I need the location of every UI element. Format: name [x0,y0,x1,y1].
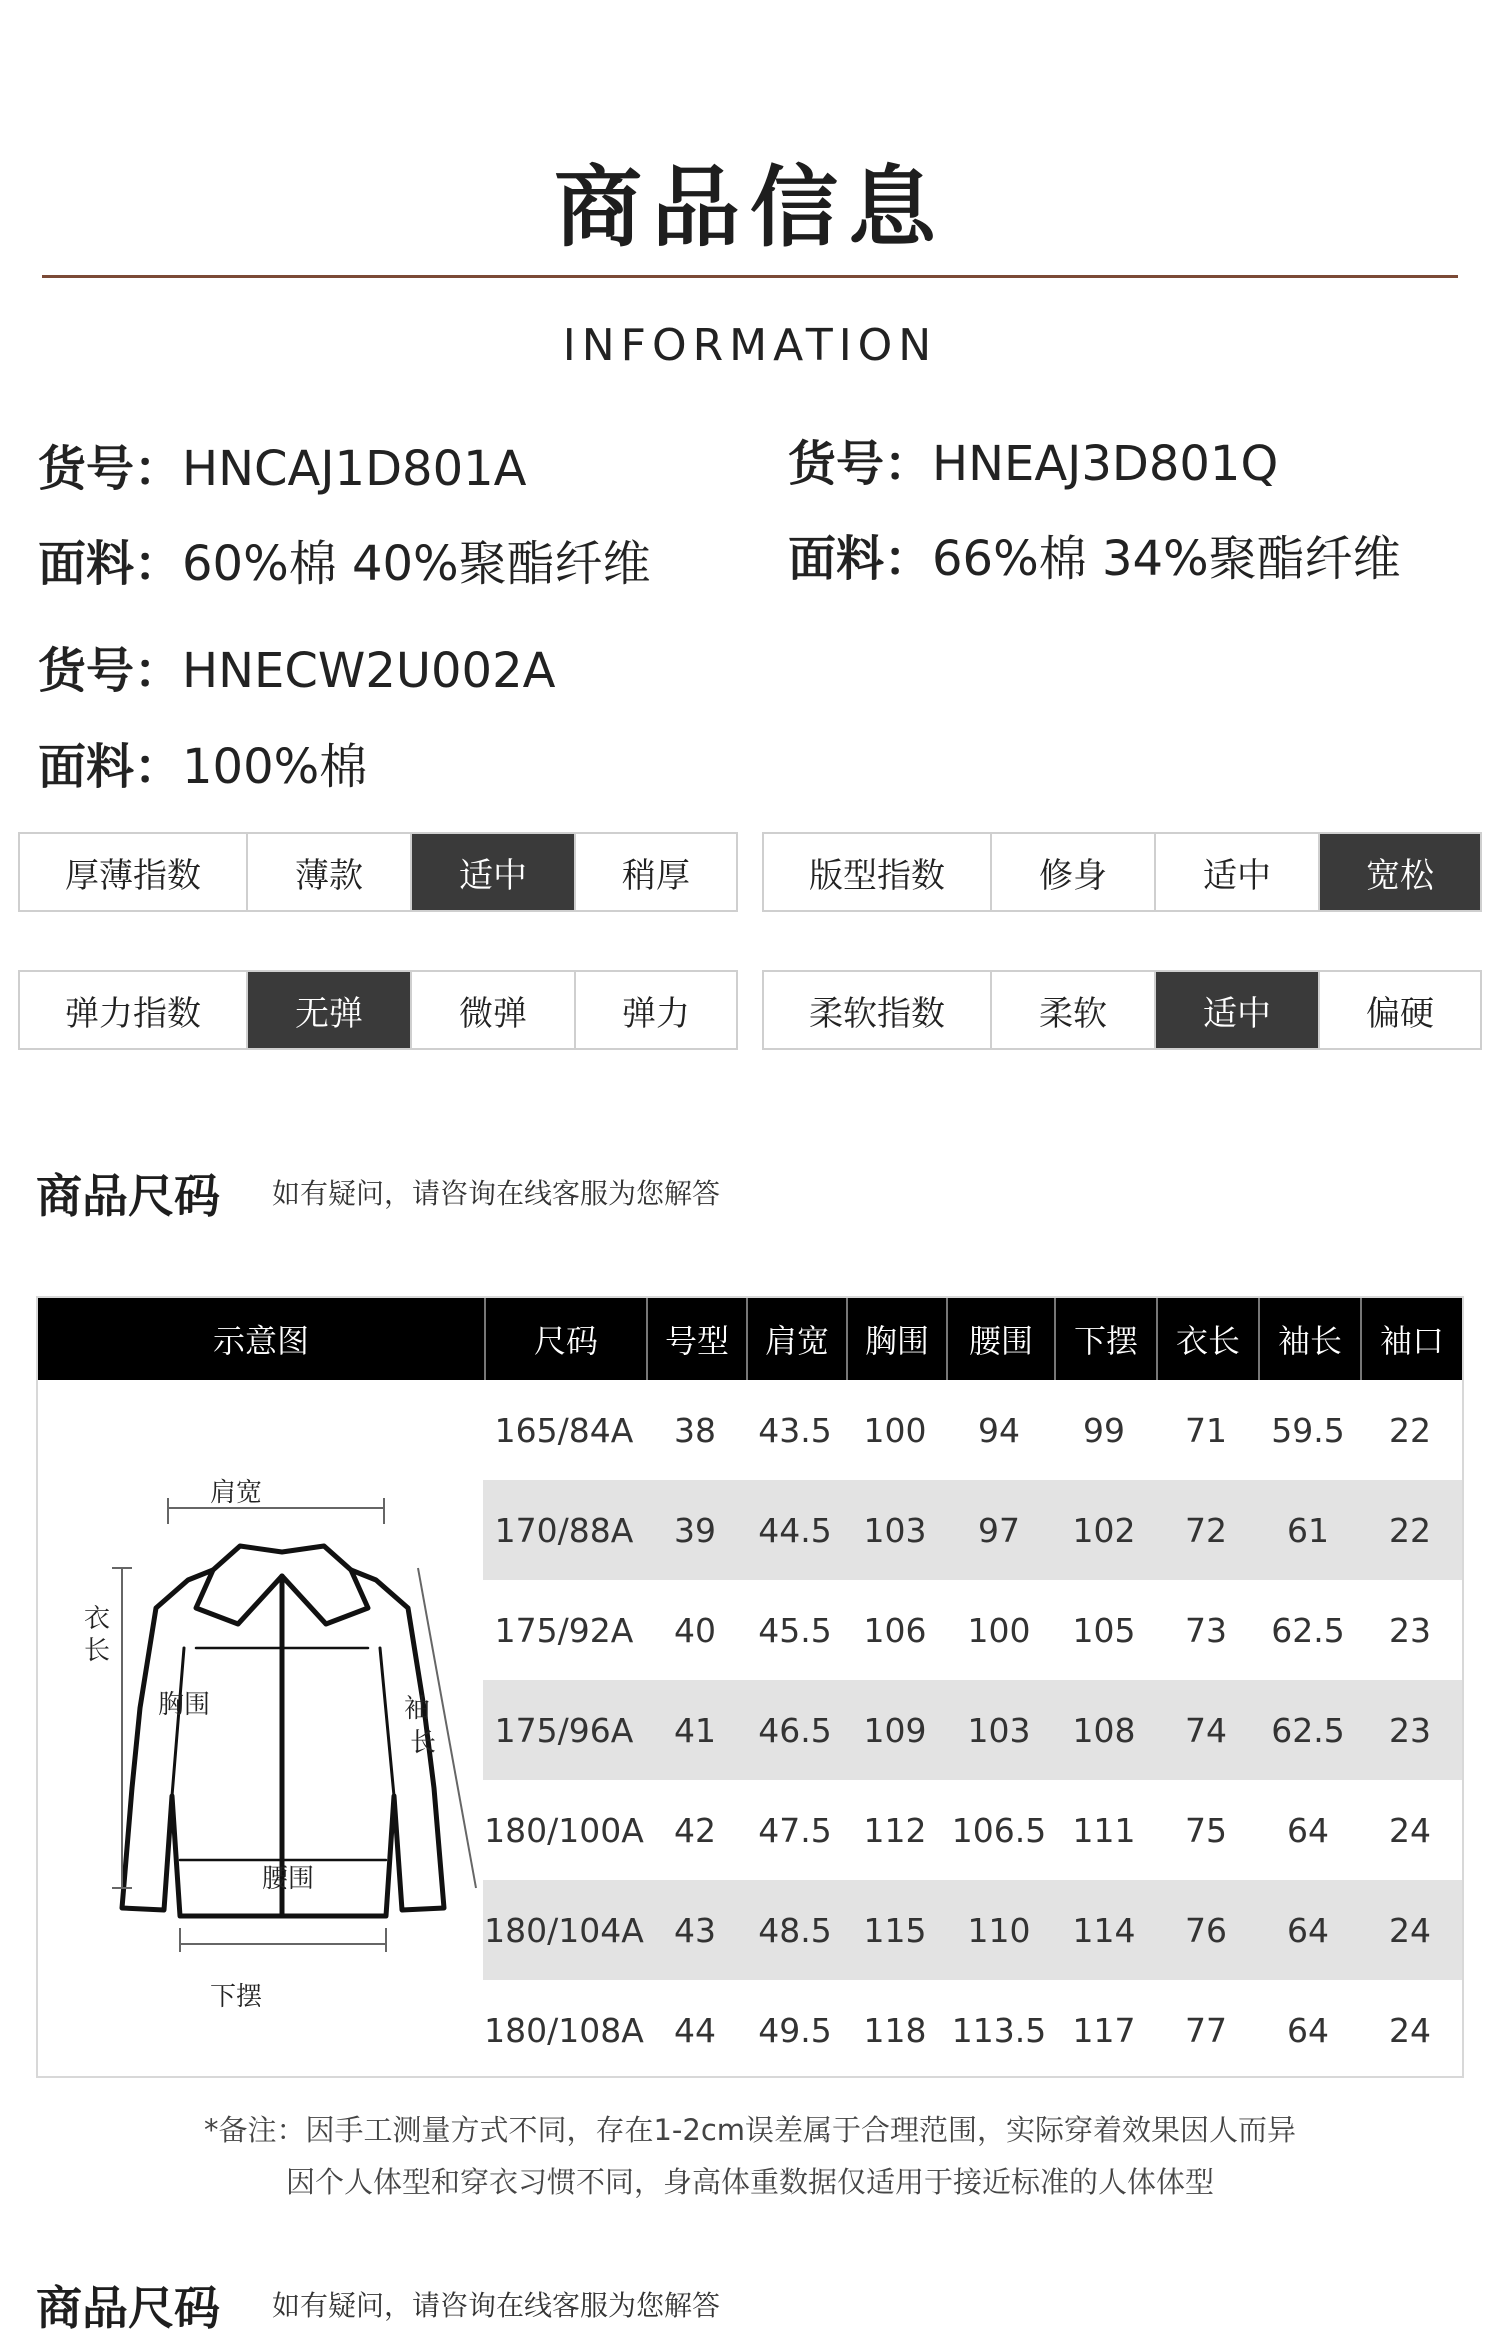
diagram-chest-label: 胸围 [158,1690,211,1720]
cell-cuff: 24 [1389,1810,1431,1850]
cell-sleeve: 64 [1287,1910,1329,1950]
diagram-length-label-2: 长 [84,1636,111,1666]
cell-sleeve: 61 [1287,1510,1329,1550]
cell-sleeve: 62.5 [1271,1710,1345,1750]
header-sleeve: 袖长 [1258,1298,1360,1380]
fabric-label: 面料： [38,739,183,795]
cell-waist: 100 [967,1610,1031,1650]
cell-length: 75 [1185,1810,1227,1850]
size-section-title: 商品尺码 [36,1169,220,1223]
table-row [483,1880,1462,1980]
index-name: 版型指数 [809,855,945,896]
cell-shoulder: 47.5 [758,1810,832,1850]
cell-size: 180/108A [484,2010,644,2050]
index-option: 宽松 [1318,834,1480,910]
cell-size: 180/104A [484,1910,644,1950]
index-option: 适中 [1154,972,1318,1048]
cell-size: 170/88A [494,1510,634,1550]
cell-waist: 94 [978,1410,1020,1450]
index-option: 稍厚 [574,834,736,910]
header-shoulder: 肩宽 [746,1298,846,1380]
cell-fit-code: 38 [674,1410,716,1450]
header-chest: 胸围 [846,1298,946,1380]
cell-length: 77 [1185,2010,1227,2050]
code-label: 货号： [38,441,183,497]
fabric-value: 66%棉 34%聚酯纤维 [932,531,1401,587]
cell-shoulder: 48.5 [758,1910,832,1950]
table-row [483,1980,1462,2080]
cell-chest: 103 [863,1510,927,1550]
product-fabric-2 [788,520,1401,589]
code-value: HNEAJ3D801Q [932,436,1279,492]
cell-fit-code: 41 [674,1710,716,1750]
index-option: 修身 [990,834,1154,910]
index-option: 柔软 [990,972,1154,1048]
cell-fit-code: 39 [674,1510,716,1550]
code-label: 货号： [38,643,183,699]
cell-waist: 110 [967,1910,1031,1950]
cell-size: 165/84A [494,1410,634,1450]
cell-shoulder: 43.5 [758,1410,832,1450]
code-label: 货号： [788,436,933,492]
cell-sleeve: 59.5 [1271,1410,1345,1450]
diagram-hem-label: 下摆 [210,1982,263,2012]
header-waist: 腰围 [946,1298,1054,1380]
header-fit-code: 号型 [646,1298,746,1380]
size-section-title-2: 商品尺码 [36,2281,220,2335]
softness-index [762,970,1482,1050]
cell-fit-code: 42 [674,1810,716,1850]
table-row [483,1380,1462,1480]
cell-hem: 108 [1072,1710,1136,1750]
thickness-index [18,832,738,912]
diagram-shoulder-label: 肩宽 [210,1478,263,1508]
size-table-header [38,1298,1462,1380]
product-fabric-3 [38,728,367,797]
cell-length: 71 [1185,1410,1227,1450]
cell-hem: 111 [1072,1810,1136,1850]
index-option: 无弹 [246,972,410,1048]
cell-waist: 113.5 [951,2010,1047,2050]
cell-cuff: 24 [1389,2010,1431,2050]
cell-shoulder: 45.5 [758,1610,832,1650]
fabric-label: 面料： [38,536,183,592]
cell-hem: 99 [1083,1410,1125,1450]
cell-chest: 118 [863,2010,927,2050]
size-section-subtitle: 如有疑问，请咨询在线客服为您解答 [272,1177,721,1210]
fit-index [762,832,1482,912]
cell-size: 175/96A [494,1710,634,1750]
diagram-sleeve-label-1: 袖 [404,1694,431,1724]
table-row [483,1780,1462,1880]
index-name: 弹力指数 [65,993,201,1034]
header-hem: 下摆 [1054,1298,1156,1380]
index-option: 薄款 [246,834,410,910]
product-code-2 [788,425,1278,494]
cell-cuff: 23 [1389,1710,1431,1750]
cell-waist: 106.5 [951,1810,1047,1850]
cell-cuff: 22 [1389,1510,1431,1550]
code-value: HNECW2U002A [182,643,556,699]
cell-length: 76 [1185,1910,1227,1950]
cell-cuff: 24 [1389,1910,1431,1950]
cell-hem: 102 [1072,1510,1136,1550]
code-value: HNCAJ1D801A [182,441,527,497]
cell-hem: 114 [1072,1910,1136,1950]
cell-fit-code: 44 [674,2010,716,2050]
cell-chest: 106 [863,1610,927,1650]
header-cuff: 袖口 [1360,1298,1462,1380]
note-line-2: 因个人体型和穿衣习惯不同，身高体重数据仅适用于接近标准的人体体型 [285,2165,1214,2199]
fabric-value: 60%棉 40%聚酯纤维 [182,536,651,592]
cell-cuff: 23 [1389,1610,1431,1650]
cell-waist: 97 [978,1510,1020,1550]
cell-chest: 100 [863,1410,927,1450]
cell-shoulder: 49.5 [758,2010,832,2050]
product-code-1 [38,430,526,499]
cell-size: 175/92A [494,1610,634,1650]
header-length: 衣长 [1156,1298,1258,1380]
cell-sleeve: 64 [1287,2010,1329,2050]
index-option: 微弹 [410,972,574,1048]
cell-chest: 109 [863,1710,927,1750]
cell-fit-code: 43 [674,1910,716,1950]
cell-chest: 115 [863,1910,927,1950]
index-option: 弹力 [574,972,736,1048]
title-divider [42,275,1458,278]
index-option: 偏硬 [1318,972,1480,1048]
page-title: 商品信息 [553,156,946,259]
diagram-waist-label: 腰围 [262,1864,315,1894]
diagram-sleeve-label-2: 长 [410,1728,437,1758]
table-row [483,1680,1462,1780]
cell-waist: 103 [967,1710,1031,1750]
index-option: 适中 [410,834,574,910]
note-line-1: *备注：因手工测量方式不同，存在1-2cm误差属于合理范围，实际穿着效果因人而异 [203,2113,1297,2147]
cell-shoulder: 46.5 [758,1710,832,1750]
table-row [483,1580,1462,1680]
cell-chest: 112 [863,1810,927,1850]
size-section-subtitle-2: 如有疑问，请咨询在线客服为您解答 [272,2289,721,2322]
cell-shoulder: 44.5 [758,1510,832,1550]
size-table [36,1296,1464,2078]
index-name: 柔软指数 [809,993,945,1034]
cell-size: 180/100A [484,1810,644,1850]
cell-fit-code: 40 [674,1610,716,1650]
cell-length: 74 [1185,1710,1227,1750]
cell-hem: 105 [1072,1610,1136,1650]
cell-length: 72 [1185,1510,1227,1550]
fabric-value: 100%棉 [182,739,368,795]
diagram-length-label-1: 衣 [84,1604,111,1634]
index-name: 厚薄指数 [65,855,201,896]
cell-length: 73 [1185,1610,1227,1650]
page-subtitle: INFORMATION [562,320,938,371]
cell-hem: 117 [1072,2010,1136,2050]
index-option: 适中 [1154,834,1318,910]
product-fabric-1 [38,525,651,594]
fabric-label: 面料： [788,531,933,587]
table-row [483,1480,1462,1580]
elasticity-index [18,970,738,1050]
cell-cuff: 22 [1389,1410,1431,1450]
header-size: 尺码 [484,1298,646,1380]
product-code-3 [38,632,555,701]
cell-sleeve: 64 [1287,1810,1329,1850]
header-diagram: 示意图 [212,1322,309,1360]
cell-sleeve: 62.5 [1271,1610,1345,1650]
